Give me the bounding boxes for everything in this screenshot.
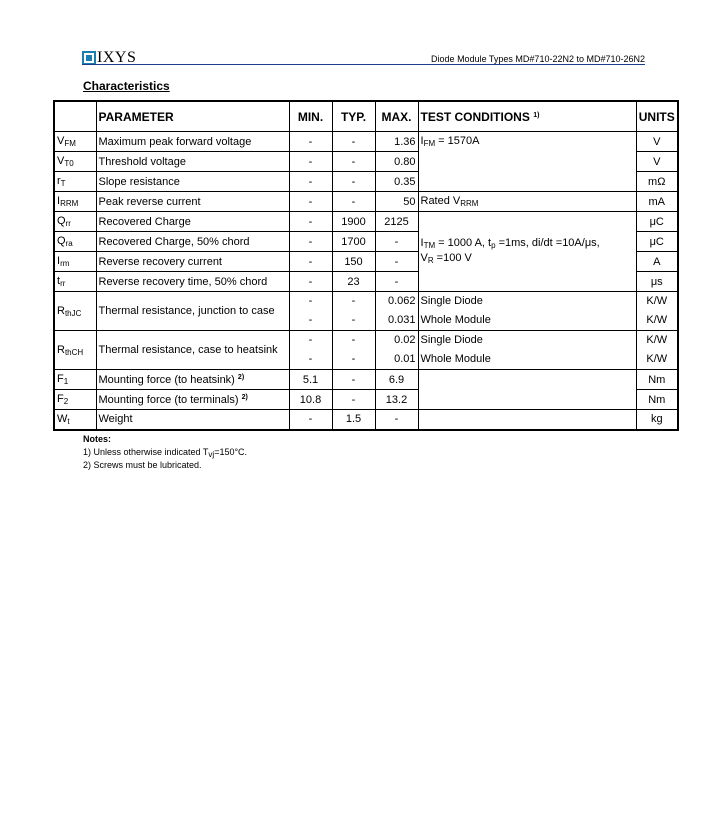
min-cell: - [289,272,332,292]
document-title: Diode Module Types MD#710-22N2 to MD#710-26N2 [431,54,645,64]
max-cell: - [375,232,418,252]
max-cell: 0.062 0.031 [375,292,418,331]
unit-cell: A [636,252,678,272]
symbol-cell: $Q_{ra}$ [54,232,96,252]
max-cell: 0.35 [375,172,418,192]
header-units: UNITS [636,101,678,132]
typ-cell: - [332,172,375,192]
unit-cell: K/W K/W [636,331,678,370]
unit-cell: kg [636,410,678,430]
param-cell: Slope resistance [96,172,289,192]
symbol-cell: $R_{thCH}$ [54,331,96,370]
typ-cell: 1.5 [332,410,375,430]
table-header-row [54,101,678,132]
symbol-cell: $I_{rm}$ [54,252,96,272]
unit-cell: μC [636,232,678,252]
cond-cell: Single Diode Whole Module [418,331,636,370]
notes-title: Notes: [83,434,112,444]
min-cell: 10.8 [289,390,332,410]
param-cell: Mounting force (to terminals) $^{2)}$ [96,390,289,410]
characteristics-table [53,100,679,431]
symbol-cell: $V_{FM}$ [54,132,96,152]
logo-square-icon [82,51,96,65]
typ-cell: - [332,132,375,152]
note-2: 2) Screws must be lubricated. [83,460,202,470]
typ-cell: - - [332,331,375,370]
param-cell: Recovered Charge [96,212,289,232]
param-cell: Weight [96,410,289,430]
min-cell: - [289,252,332,272]
param-cell: Recovered Charge, 50% chord [96,232,289,252]
symbol-cell: $Q_{rr}$ [54,212,96,232]
unit-cell: Nm [636,390,678,410]
min-cell: - [289,132,332,152]
header-min: MIN. [289,101,332,132]
max-cell: 2125 [375,212,418,232]
symbol-cell: $F_1$ [54,370,96,390]
typ-cell: - [332,152,375,172]
param-cell: Mounting force (to heatsink) $^{2)}$ [96,370,289,390]
param-cell: Thermal resistance, junction to case [96,292,289,331]
max-cell: 13.2 [375,390,418,410]
table-row [54,212,678,232]
table-row [54,292,678,331]
cond-cell: $I_{FM} = 1570A$ [418,132,636,192]
symbol-cell: $V_{T0}$ [54,152,96,172]
unit-cell: K/W K/W [636,292,678,331]
typ-cell: 23 [332,272,375,292]
param-cell: Reverse recovery time, 50% chord [96,272,289,292]
max-cell: - [375,252,418,272]
symbol-cell: $r_T$ [54,172,96,192]
cond-cell [418,370,636,410]
note-1: 1) Unless otherwise indicated Tvj=150°C. [83,447,248,459]
min-cell: - - [289,331,332,370]
min-cell: - [289,172,332,192]
typ-cell: 150 [332,252,375,272]
param-cell: Reverse recovery current [96,252,289,272]
symbol-cell: $R_{thJC}$ [54,292,96,331]
header-max: MAX. [375,101,418,132]
header-symbol [54,101,96,132]
cond-cell: $I_{TM} = 1000$ A, $t_p =1ms$, di/dt =10A/μs, $V_R =100$ V [418,212,636,292]
table-row [54,410,678,430]
header-parameter: PARAMETER [96,101,289,132]
max-cell: 0.80 [375,152,418,172]
cond-cell: Single Diode Whole Module [418,292,636,331]
min-cell: - - [289,292,332,331]
min-cell: - [289,232,332,252]
symbol-cell: $I_{RRM}$ [54,192,96,212]
table-row [54,132,678,152]
max-cell: 6.9 [375,370,418,390]
min-cell: - [289,212,332,232]
header-typ: TYP. [332,101,375,132]
table-row [54,192,678,212]
header-divider [82,64,645,65]
unit-cell: Nm [636,370,678,390]
param-cell: Thermal resistance, case to heatsink [96,331,289,370]
notes [83,434,247,471]
header-test-conditions: TEST CONDITIONS $^{1)}$ [418,101,636,132]
unit-cell: μC [636,212,678,232]
typ-cell: 1700 [332,232,375,252]
max-cell: 50 [375,192,418,212]
table-row [54,331,678,370]
max-cell: 1.36 [375,132,418,152]
typ-cell: 1900 [332,212,375,232]
cond-cell: Rated $V_{RRM}$ [418,192,636,212]
logo-text: IXYS [97,49,137,66]
param-cell: Threshold voltage [96,152,289,172]
param-cell: Maximum peak forward voltage [96,132,289,152]
min-cell: - [289,152,332,172]
typ-cell: - [332,390,375,410]
table-row [54,370,678,390]
unit-cell: μs [636,272,678,292]
min-cell: - [289,410,332,430]
min-cell: 5.1 [289,370,332,390]
unit-cell: V [636,152,678,172]
symbol-cell: $F_2$ [54,390,96,410]
unit-cell: mA [636,192,678,212]
symbol-cell: $W_t$ [54,410,96,430]
typ-cell: - - [332,292,375,331]
min-cell: - [289,192,332,212]
unit-cell: V [636,132,678,152]
section-title: Characteristics [83,79,170,93]
cond-cell [418,410,636,430]
unit-cell: mΩ [636,172,678,192]
symbol-cell: $t_{rr}$ [54,272,96,292]
max-cell: 0.02 0.01 [375,331,418,370]
typ-cell: - [332,192,375,212]
typ-cell: - [332,370,375,390]
max-cell: - [375,410,418,430]
max-cell: - [375,272,418,292]
param-cell: Peak reverse current [96,192,289,212]
